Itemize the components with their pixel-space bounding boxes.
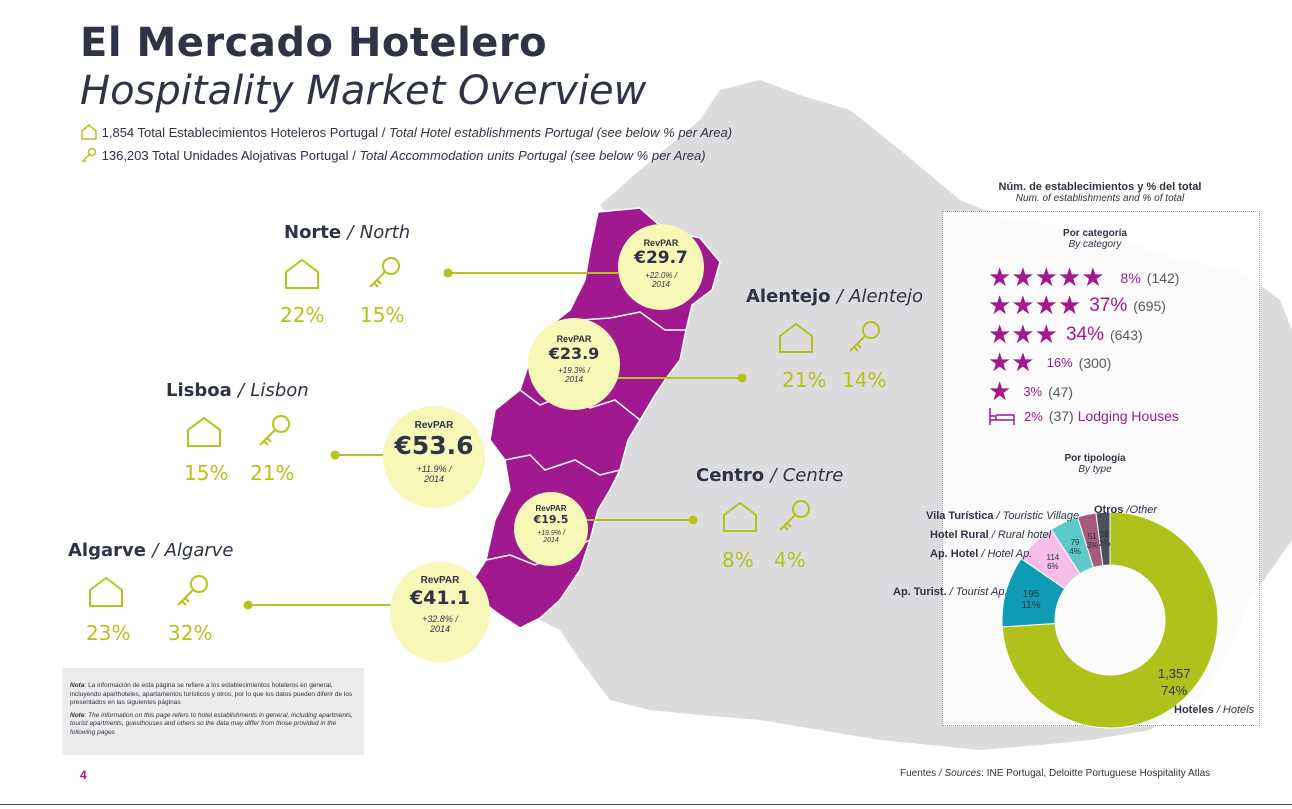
- region-title-norte: Norte / North: [284, 222, 411, 243]
- house-icon: [778, 322, 814, 354]
- connector-dot-alentejo: [738, 374, 747, 383]
- type-label-otros: Otros /Other: [1094, 504, 1157, 516]
- star-icon: ★★★★★: [988, 262, 1105, 292]
- summary-units: [80, 147, 706, 163]
- key-icon: [174, 574, 210, 610]
- note-es: Nota: La información de esta página se refiere a los establecimientos hoteleros en general, incluyendo aparthoteles, apartamentos turísticos y otros, por lo que los datos pueden diferir de los presentados en las siguientes páginas: [70, 682, 353, 706]
- house-icon: [722, 501, 758, 533]
- connector-dot-algarve: [244, 601, 253, 610]
- donut-value-label: 114: [1046, 553, 1060, 563]
- star-icon: ★★: [988, 347, 1035, 377]
- lisboa-units-pct: 21%: [250, 461, 295, 485]
- revpar-bubble-norte: RevPAR €29.7 +22.0% / 2014: [618, 224, 704, 310]
- summary-establishments: [80, 124, 732, 140]
- algarve-establishments-pct: 23%: [86, 621, 131, 645]
- type-label-rural: Hotel Rural / Rural hotel: [930, 529, 1052, 541]
- norte-units-pct: 15%: [360, 303, 405, 327]
- page-title: El Mercado Hotelero: [80, 20, 548, 66]
- type-header: Por tipología By type: [1064, 453, 1126, 475]
- region-title-algarve: Algarve / Algarve: [68, 540, 234, 561]
- alentejo-establishments-pct: 21%: [782, 368, 827, 392]
- house-icon: [284, 258, 320, 290]
- category-row-lodging: 2% (37) Lodging Houses: [988, 406, 1179, 426]
- algarve-units-pct: 32%: [168, 621, 213, 645]
- units-es: 136,203 Total Unidades Alojativas Portugal: [101, 148, 349, 163]
- star-icon: ★★★★: [988, 290, 1082, 320]
- category-row-1-star: ★ 3% (47): [988, 376, 1074, 406]
- establishments-es: 1,854 Total Establecimientos Hoteleros Portugal: [101, 125, 379, 140]
- star-icon: ★★★: [988, 319, 1058, 349]
- centro-establishments-pct: 8%: [722, 548, 754, 572]
- connector-dot-norte: [444, 269, 453, 278]
- category-row-3-stars: ★★★ 34% (643): [988, 319, 1143, 349]
- note-en: Note: The information on this page refers to hotel establishments in general, including apartments, tourist apartments, guesthouses and others so the data may differ from those provided in the following pages: [70, 711, 353, 736]
- page-number: 4: [80, 768, 87, 782]
- type-label-aptur: Ap. Turist. / Tourist Ap.: [893, 586, 1008, 598]
- type-label-villa: Vila Turística / Touristic Village: [926, 510, 1080, 522]
- key-icon: [80, 147, 98, 163]
- house-icon: [88, 576, 124, 608]
- region-title-lisboa: Lisboa / Lisbon: [166, 380, 309, 401]
- category-row-2-stars: ★★ 16% (300): [988, 347, 1112, 377]
- alentejo-units-pct: 14%: [842, 368, 887, 392]
- category-header: Por categoría By category: [1063, 228, 1127, 250]
- donut-value-label: 38: [1100, 530, 1110, 540]
- establishments-en: Total Hotel establishments Portugal (see below % per Area): [389, 125, 733, 140]
- house-icon: [80, 124, 98, 140]
- revpar-bubble-lisboa: RevPAR €53.6 +11.9% / 2014: [383, 406, 485, 508]
- type-label-aphotel: Ap. Hotel / Hotel Ap.: [930, 548, 1033, 560]
- donut-value-label: 79: [1070, 537, 1080, 547]
- donut-pct-label: 74%: [1161, 683, 1188, 699]
- establishments-sep: /: [381, 125, 386, 140]
- footer-divider: [0, 804, 1292, 805]
- donut-value-label: 195: [1022, 589, 1040, 601]
- donut-value-label: 1,357: [1157, 666, 1191, 682]
- key-icon: [776, 499, 812, 535]
- connector-dot-lisboa: [331, 451, 340, 460]
- category-row-5-stars: ★★★★★ 8% (142): [988, 262, 1180, 292]
- donut-pct-label: 6%: [1047, 562, 1059, 572]
- units-sep: /: [352, 148, 356, 163]
- norte-establishments-pct: 22%: [280, 303, 325, 327]
- bed-icon: [988, 406, 1016, 426]
- region-title-alentejo: Alentejo / Alentejo: [746, 286, 924, 307]
- lisboa-establishments-pct: 15%: [184, 461, 229, 485]
- donut-pct-label: 4%: [1069, 546, 1081, 556]
- note-box: [62, 668, 364, 755]
- revpar-bubble-alentejo: RevPAR €23.9 +19.3% / 2014: [528, 318, 620, 410]
- type-label-hoteles: Hoteles / Hotels: [1174, 704, 1255, 716]
- key-icon: [256, 414, 292, 450]
- category-row-4-stars: ★★★★ 37% (695): [988, 290, 1166, 320]
- page-subtitle: Hospitality Market Overview: [80, 68, 647, 114]
- panel-header: Núm. de establecimientos y % del total Num. of establishments and % of total: [998, 181, 1202, 204]
- region-title-centro: Centro / Centre: [696, 465, 844, 486]
- key-icon: [366, 256, 402, 292]
- centro-units-pct: 4%: [774, 548, 806, 572]
- key-icon: [846, 320, 882, 356]
- sources: Fuentes / Sources: INE Portugal, Deloitte Portuguese Hospitality Atlas: [900, 768, 1211, 779]
- donut-pct-label: 2%: [1098, 539, 1111, 549]
- revpar-bubble-centro: RevPAR €19.5 +19.9% / 2014: [514, 492, 588, 566]
- star-icon: ★: [988, 376, 1012, 406]
- revpar-bubble-algarve: RevPAR €41.1 +32.8% / 2014: [390, 562, 490, 662]
- donut-pct-label: 11%: [1021, 600, 1041, 612]
- donut-pct-label: 3%: [1086, 540, 1099, 550]
- units-en: Total Accommodation units Portugal (see below % per Area): [359, 148, 706, 163]
- donut-value-label: 51: [1087, 531, 1097, 541]
- house-icon: [186, 416, 222, 448]
- connector-dot-centro: [689, 516, 698, 525]
